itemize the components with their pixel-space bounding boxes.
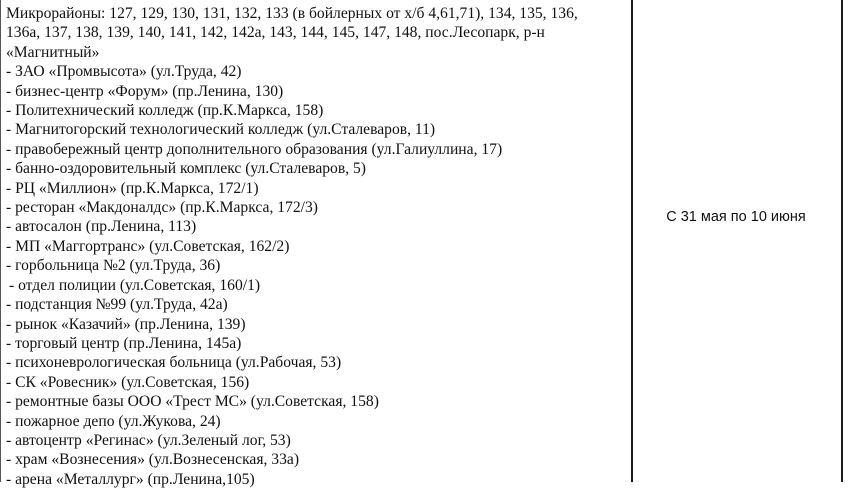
list-item: - банно-оздоровительный комплекс (ул.Сталеваров, 5) (6, 160, 367, 178)
list-item: - СК «Ровесник» (ул.Советская, 156) (6, 373, 250, 391)
list-item: - психоневрологическая больница (ул.Рабочая, 53) (6, 354, 342, 372)
list-item: - арена «Металлург» (пр.Ленина,105) (6, 470, 255, 488)
list-item: - торговый центр (пр.Ленина, 145а) (6, 334, 242, 352)
list-item: - подстанция №99 (ул.Труда, 42а) (6, 296, 228, 314)
list-item: - отдел полиции (ул.Советская, 160/1) (9, 276, 261, 294)
list-item: - ЗАО «Промвысота» (ул.Труда, 42) (6, 63, 242, 81)
districts-intro: Микрорайоны: 127, 129, 130, 131, 132, 133 (в бойлерных от х/б 4,61,71), 134, 135, 136, 136а, 137, 138, 139, 140, 141, 142, 142а, 143, 144, 145, 147, 148, пос.Лесопарк, р-н «Магнитный» (6, 5, 578, 61)
list-item: - РЦ «Миллион» (пр.К.Маркса, 172/1) (6, 179, 259, 197)
list-item: - храм «Вознесения» (ул.Вознесенская, 33а) (6, 451, 300, 469)
list-item: - автоцентр «Регинас» (ул.Зеленый лог, 53) (6, 431, 291, 449)
list-item: - бизнес-центр «Форум» (пр.Ленина, 130) (6, 82, 284, 100)
list-item: - правобережный центр дополнительного образования (ул.Галиуллина, 17) (6, 140, 503, 158)
list-item: - Магнитогорский технологический колледж (ул.Сталеваров, 11) (6, 121, 436, 139)
table-border-left (0, 0, 1, 482)
list-item: - Политехнический колледж (пр.К.Маркса, 158) (6, 102, 324, 120)
list-item: - горбольница №2 (ул.Труда, 36) (6, 257, 221, 275)
address-list-cell (6, 4, 628, 489)
column-divider (631, 0, 633, 482)
outage-period: С 31 мая по 10 июня (666, 209, 806, 225)
list-item: - ремонтные базы ООО «Трест МС» (ул.Советская, 158) (6, 393, 379, 411)
table-border-right (841, 0, 843, 482)
list-item: - МП «Маггортранс» (ул.Советская, 162/2) (6, 237, 290, 255)
list-item: - рынок «Казачий» (пр.Ленина, 139) (6, 315, 246, 333)
period-cell (632, 208, 840, 227)
list-item: - ресторан «Макдоналдс» (пр.К.Маркса, 172/3) (6, 199, 318, 217)
list-item: - автосалон (пр.Ленина, 113) (6, 218, 197, 236)
list-item: - пожарное депо (ул.Жукова, 24) (6, 412, 221, 430)
